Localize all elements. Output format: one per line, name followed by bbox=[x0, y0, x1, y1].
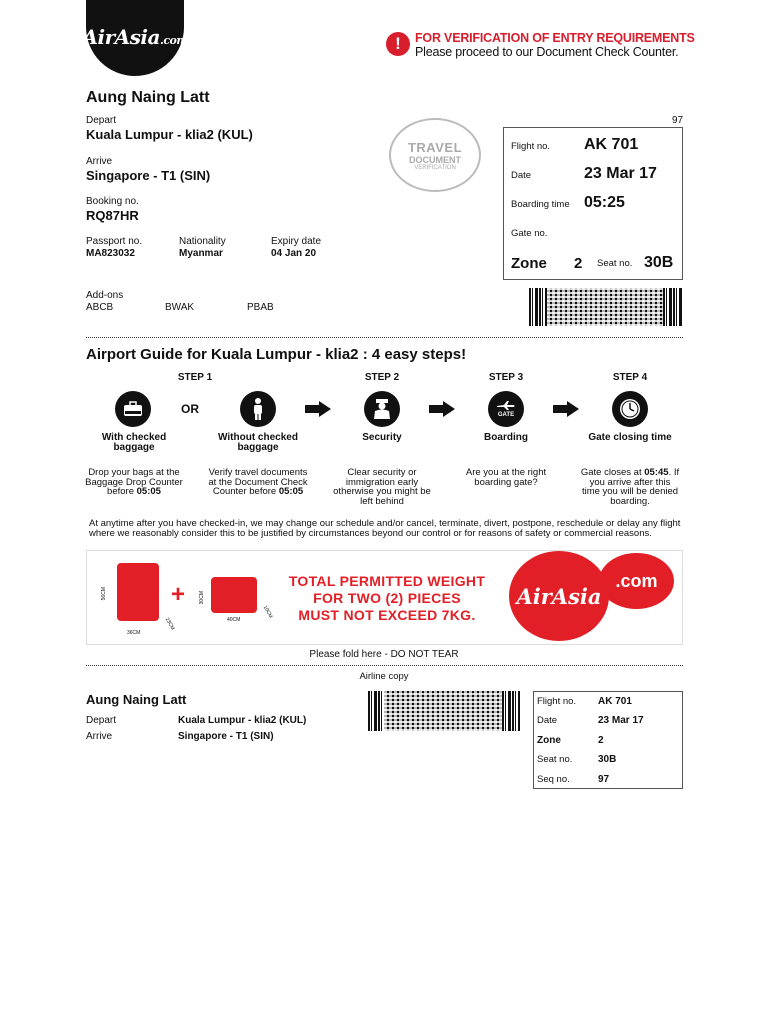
step-heading: STEP 1 bbox=[177, 372, 213, 383]
copy-seq-value: 97 bbox=[598, 774, 610, 785]
addon-item: ABCB bbox=[86, 302, 114, 313]
depart-label: Depart bbox=[86, 115, 117, 126]
desc-text: Clear security or immigration early otherwise you might be left behind bbox=[333, 467, 431, 507]
arrow-right-icon bbox=[305, 401, 331, 417]
travel-document-stamp bbox=[389, 118, 481, 192]
step-caption: With checked baggage bbox=[101, 432, 167, 453]
security-officer-icon bbox=[364, 391, 400, 427]
stamp-line2: DOCUMENT bbox=[409, 154, 461, 165]
fold-line bbox=[86, 665, 683, 666]
seat-value: 30B bbox=[644, 254, 674, 271]
plus-icon: + bbox=[171, 581, 186, 608]
security-officer-glyph bbox=[371, 397, 393, 421]
addons-label: Add-ons bbox=[86, 290, 124, 301]
baggage-banner bbox=[86, 550, 683, 645]
copy-flight-value: AK 701 bbox=[598, 696, 632, 707]
flight-value: AK 701 bbox=[584, 136, 639, 153]
stamp-line3: VERIFICATION bbox=[414, 164, 456, 171]
divider bbox=[86, 337, 683, 338]
small-bag-icon bbox=[211, 577, 257, 613]
barcode-left-bars bbox=[529, 288, 547, 326]
arrow-right-icon bbox=[429, 401, 455, 417]
checked-bag-glyph bbox=[122, 400, 144, 418]
weight-line: FOR TWO (2) PIECES bbox=[313, 590, 461, 606]
bag2-height: 30CM bbox=[199, 591, 205, 605]
addon-item: PBAB bbox=[247, 302, 274, 313]
flight-info-box bbox=[503, 127, 683, 280]
flight-label: Flight no. bbox=[511, 141, 551, 152]
step-caption: Boarding bbox=[484, 432, 528, 443]
banner-logo-com: .com bbox=[615, 570, 658, 591]
bag1-width: 36CM bbox=[127, 630, 141, 636]
arrive-value: Singapore - T1 (SIN) bbox=[86, 168, 211, 183]
checked-bag-icon bbox=[115, 391, 151, 427]
copy-barcode-matrix bbox=[384, 691, 502, 731]
warning-line2: Please proceed to our Document Check Counter. bbox=[415, 45, 679, 59]
zone-value: 2 bbox=[574, 255, 583, 272]
weight-limit-text bbox=[282, 573, 492, 624]
copy-arrive-value: Singapore - T1 (SIN) bbox=[178, 731, 274, 742]
step-description bbox=[84, 468, 184, 497]
copy-barcode bbox=[368, 691, 520, 731]
expiry-label: Expiry date bbox=[271, 236, 322, 247]
booking-label: Booking no. bbox=[86, 196, 139, 207]
banner-logo-text: AirAsia bbox=[516, 583, 602, 609]
step-heading: STEP 2 bbox=[364, 372, 400, 383]
logo-suffix: .com bbox=[160, 34, 188, 47]
desc-time: 05:05 bbox=[136, 486, 161, 498]
or-label: OR bbox=[181, 402, 199, 416]
desc-time: 05:45 bbox=[644, 467, 669, 478]
copy-arrive-label: Arrive bbox=[86, 731, 113, 742]
banner-com-logo bbox=[599, 553, 674, 609]
logo-text: AirAsia bbox=[82, 25, 160, 49]
bag2-depth: 10CM bbox=[261, 604, 274, 620]
passenger-name: Aung Naing Latt bbox=[86, 89, 210, 106]
arrow-right-icon bbox=[553, 401, 579, 417]
clock-glyph bbox=[618, 397, 642, 421]
weight-line: MUST NOT EXCEED 7KG. bbox=[298, 607, 476, 623]
sequence-number: 97 bbox=[672, 115, 684, 126]
copy-barcode-left-bars bbox=[368, 691, 384, 731]
boarding-label: Boarding time bbox=[511, 199, 570, 210]
copy-seq-label: Seq no. bbox=[537, 774, 570, 785]
copy-zone-value: 2 bbox=[598, 735, 604, 746]
airasia-logo bbox=[82, 0, 188, 76]
warning-line1: FOR VERIFICATION OF ENTRY REQUIREMENTS bbox=[415, 31, 695, 45]
boarding-barcode bbox=[529, 288, 683, 326]
step-description bbox=[208, 468, 308, 497]
copy-zone-label: Zone bbox=[537, 735, 561, 746]
copy-seat-value: 30B bbox=[598, 754, 617, 765]
gate-icon bbox=[488, 391, 524, 427]
copy-seat-label: Seat no. bbox=[537, 754, 573, 765]
depart-value: Kuala Lumpur - klia2 (KUL) bbox=[86, 127, 253, 142]
person-glyph bbox=[251, 397, 265, 421]
copy-barcode-right-bars bbox=[502, 691, 520, 731]
stamp-line1: TRAVEL bbox=[407, 139, 463, 155]
barcode-matrix bbox=[547, 288, 663, 326]
banner-airasia-logo bbox=[509, 551, 609, 641]
desc-text: Drop your bags at the Baggage Drop Counter before bbox=[85, 467, 183, 498]
step-caption: Gate closing time bbox=[588, 432, 672, 443]
alert-icon: ! bbox=[386, 32, 410, 56]
guide-title: Airport Guide for Kuala Lumpur - klia2 : 4 easy steps! bbox=[86, 346, 467, 363]
nationality-value: Myanmar bbox=[179, 248, 223, 259]
boarding-value: 05:25 bbox=[584, 194, 625, 211]
passport-label: Passport no. bbox=[86, 236, 143, 247]
gate-icon-text: GATE bbox=[497, 411, 515, 418]
schedule-notice: At anytime after you have checked-in, we may change our schedule and/or cancel, terminate, divert, postpone, reschedule or delay any flight where we reasonably consider this to be justified by circumstances beyond our control or for reasons of safety or commercial reasons. bbox=[89, 518, 681, 539]
weight-line: TOTAL PERMITTED WEIGHT bbox=[288, 573, 486, 589]
desc-text: . If you arrive after this time you will be denied boarding. bbox=[581, 467, 680, 507]
passport-value: MA823032 bbox=[86, 248, 135, 259]
copy-flight-box bbox=[533, 691, 683, 789]
date-value: 23 Mar 17 bbox=[584, 165, 657, 182]
step-heading: STEP 4 bbox=[612, 372, 648, 383]
desc-time: 05:05 bbox=[278, 486, 304, 498]
addon-item: BWAK bbox=[165, 302, 195, 313]
bag1-height: 56CM bbox=[101, 587, 107, 601]
gate-label: Gate no. bbox=[511, 228, 548, 239]
barcode-right-bars bbox=[663, 288, 683, 326]
booking-value: RQ87HR bbox=[86, 208, 139, 223]
airline-copy-title: Airline copy bbox=[359, 671, 409, 682]
fold-instruction: Please fold here - DO NOT TEAR bbox=[309, 649, 459, 660]
copy-date-value: 23 Mar 17 bbox=[598, 715, 644, 726]
desc-text: Gate closes at bbox=[580, 467, 642, 478]
copy-depart-value: Kuala Lumpur - klia2 (KUL) bbox=[178, 715, 307, 726]
seat-label: Seat no. bbox=[597, 258, 633, 269]
arrive-label: Arrive bbox=[86, 156, 113, 167]
copy-depart-label: Depart bbox=[86, 715, 117, 726]
bag2-width: 40CM bbox=[227, 617, 241, 623]
step-description bbox=[580, 468, 680, 506]
desc-text: Verify travel documents at the Document Check Counter before bbox=[208, 467, 308, 498]
zone-label: Zone bbox=[511, 255, 547, 272]
nationality-label: Nationality bbox=[179, 236, 226, 247]
date-label: Date bbox=[511, 170, 532, 181]
bag1-depth: 23CM bbox=[163, 616, 176, 632]
copy-passenger-name: Aung Naing Latt bbox=[86, 692, 187, 707]
step-description bbox=[456, 468, 556, 487]
desc-text: Are you at the right boarding gate? bbox=[465, 467, 547, 488]
plane-icon bbox=[497, 401, 515, 410]
step-description bbox=[332, 468, 432, 506]
copy-flight-label: Flight no. bbox=[537, 696, 577, 707]
copy-date-label: Date bbox=[537, 715, 558, 726]
large-bag-icon bbox=[117, 563, 159, 621]
person-icon bbox=[240, 391, 276, 427]
clock-icon bbox=[612, 391, 648, 427]
step-caption: Security bbox=[362, 432, 402, 443]
step-caption: Without checked baggage bbox=[218, 432, 298, 453]
step-heading: STEP 3 bbox=[488, 372, 524, 383]
expiry-value: 04 Jan 20 bbox=[271, 248, 317, 259]
